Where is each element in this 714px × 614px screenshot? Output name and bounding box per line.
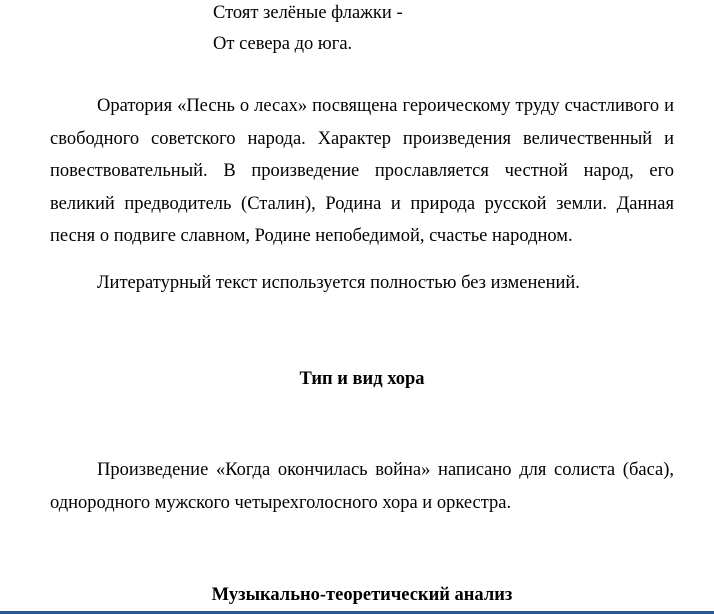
- paragraph-oratorio-description: Оратория «Песнь о лесах» посвящена героическому труду счастливого и свободного советского народа. Характер произведения величественный и повествовательный. В произведение прославляется честной народ, его великий предводитель (Сталин), Родина и природа русской земли. Данная песня о подвиге славном, Родине непобедимой, счастье народном.: [50, 96, 674, 247]
- verse-line-2: От севера до юга.: [213, 34, 353, 54]
- paragraph-choir-description: Произведение «Когда окончилась война» написано для солиста (баса), однородного мужского четырехголосного хора и оркестра.: [50, 460, 674, 513]
- verse-line-1: Стоят зелёные флажки -: [213, 3, 403, 23]
- heading-choir-type: Тип и вид хора: [299, 369, 425, 389]
- paragraph-literary-text-note: Литературный текст используется полностью без изменений.: [97, 273, 580, 293]
- heading-music-analysis: Музыкально-теоретический анализ: [211, 585, 513, 605]
